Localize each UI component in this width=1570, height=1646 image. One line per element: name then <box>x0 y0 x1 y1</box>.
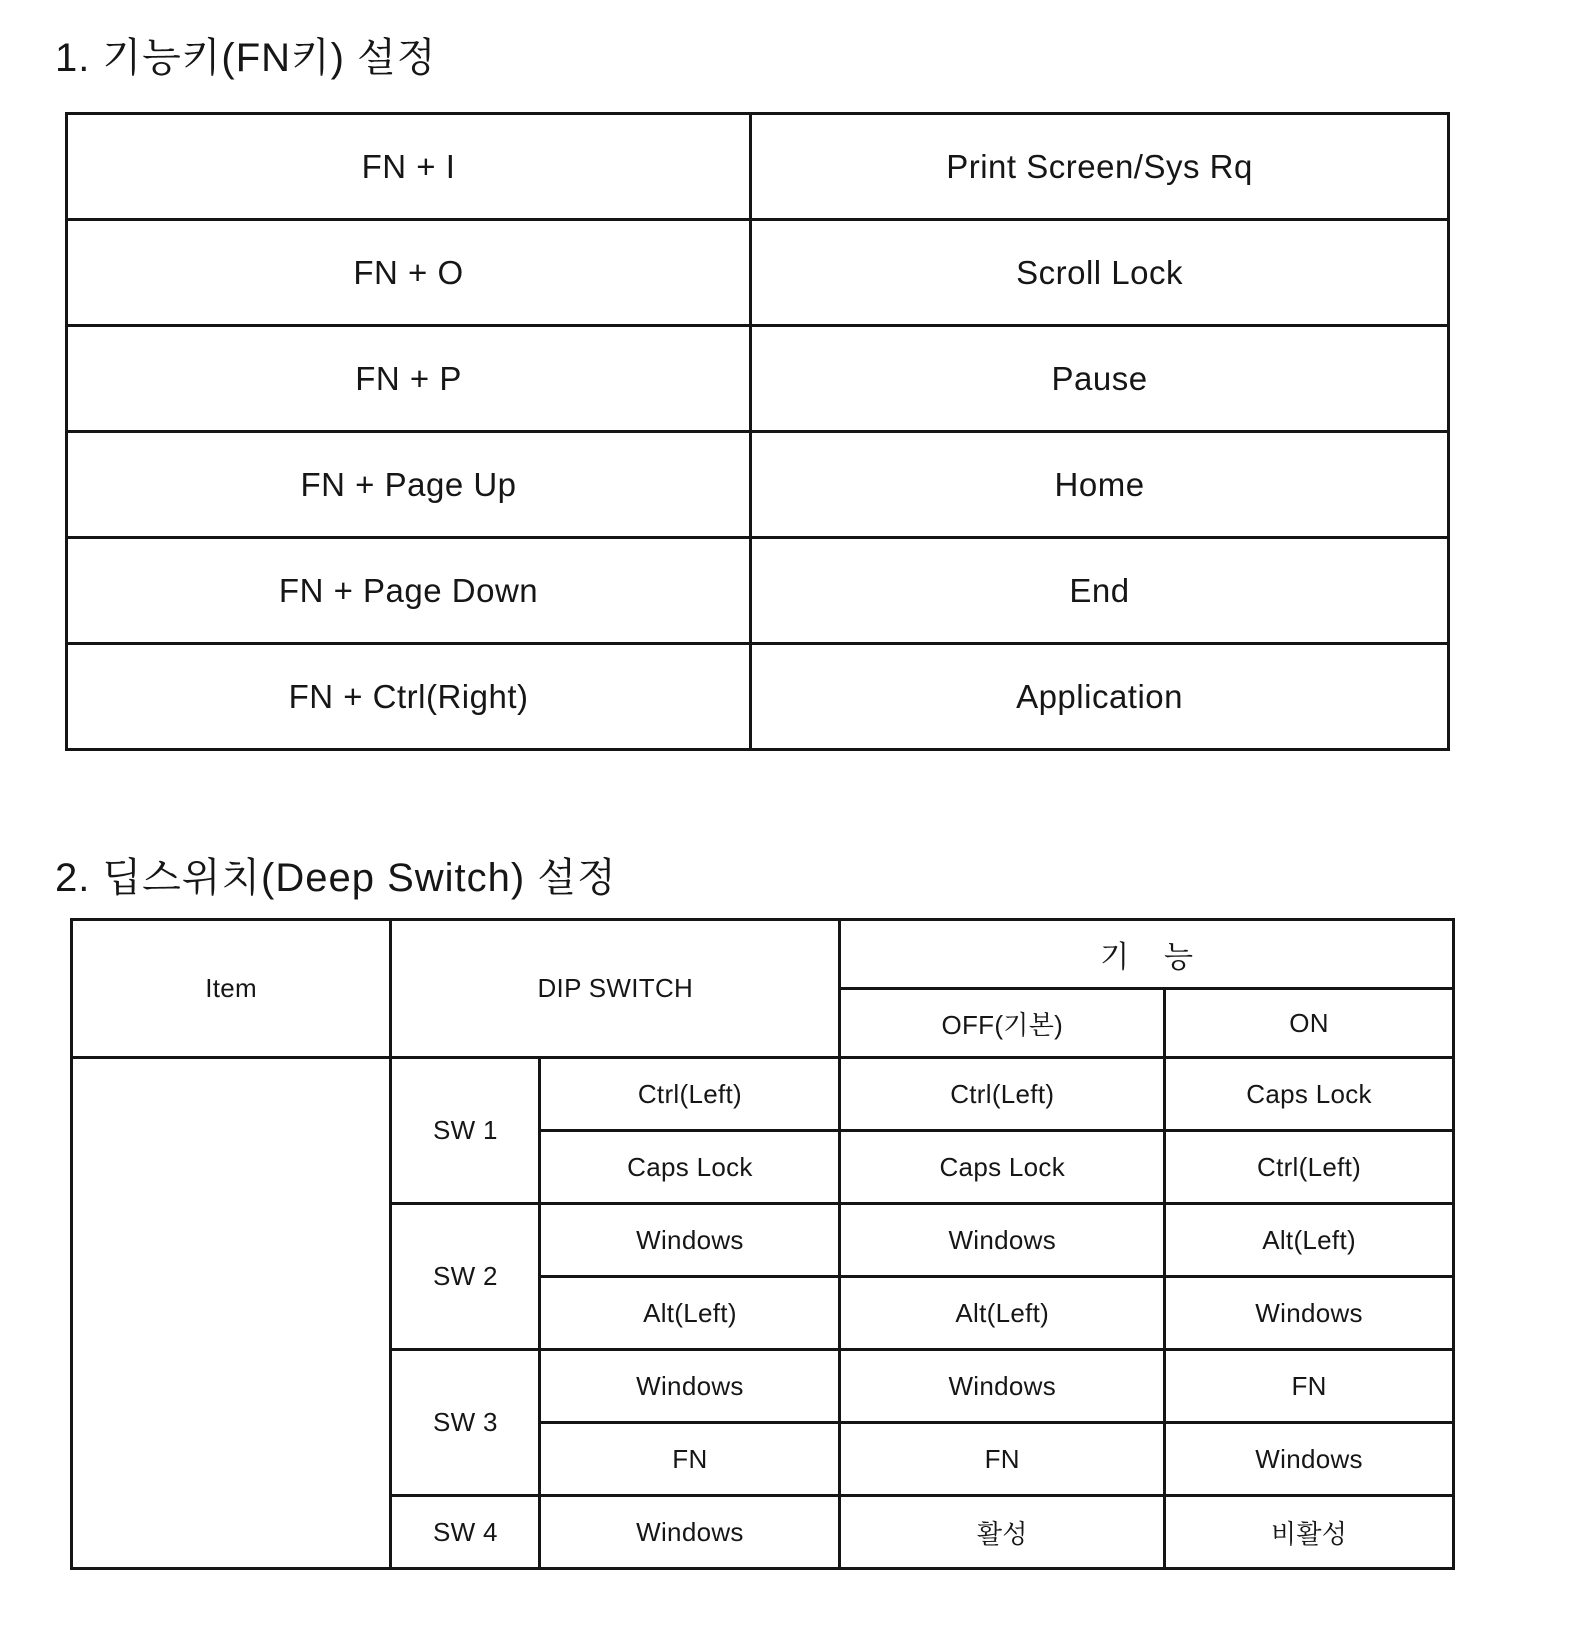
fn-key-cell: FN + Ctrl(Right) <box>67 644 751 750</box>
dip-key-cell: Caps Lock <box>540 1131 840 1204</box>
off-cell: Alt(Left) <box>840 1277 1165 1350</box>
off-cell: Ctrl(Left) <box>840 1058 1165 1131</box>
off-cell: Windows <box>840 1204 1165 1277</box>
on-cell: Windows <box>1165 1277 1454 1350</box>
sw-group-cell: SW 2 <box>391 1204 540 1350</box>
section2-title: 2. 딥스위치(Deep Switch) 설정 <box>55 856 617 900</box>
fn-key-cell: FN + Page Up <box>67 432 751 538</box>
fn-key-cell: FN + I <box>67 114 751 220</box>
header-item: Item <box>72 920 391 1058</box>
table-header-row <box>72 920 1454 989</box>
fn-function-cell: Application <box>751 644 1449 750</box>
fn-function-cell: Pause <box>751 326 1449 432</box>
sw-group-cell: SW 3 <box>391 1350 540 1496</box>
fn-key-cell: FN + Page Down <box>67 538 751 644</box>
on-cell: Caps Lock <box>1165 1058 1454 1131</box>
dip-key-cell: Windows <box>540 1204 840 1277</box>
dip-key-cell: FN <box>540 1423 840 1496</box>
header-dip-switch: DIP SWITCH <box>391 920 840 1058</box>
table-row <box>67 644 1449 750</box>
on-cell: Alt(Left) <box>1165 1204 1454 1277</box>
sw-group-cell: SW 1 <box>391 1058 540 1204</box>
on-cell: Windows <box>1165 1423 1454 1496</box>
dip-key-cell: Alt(Left) <box>540 1277 840 1350</box>
table-row <box>67 432 1449 538</box>
item-label-cell <box>72 1058 391 1569</box>
fn-key-cell: FN + O <box>67 220 751 326</box>
fn-key-cell: FN + P <box>67 326 751 432</box>
fn-function-cell: Scroll Lock <box>751 220 1449 326</box>
header-on: ON <box>1165 989 1454 1058</box>
section1-title: 1. 기능키(FN키) 설정 <box>55 36 437 80</box>
header-function: 기 능 <box>840 920 1454 989</box>
table-row <box>67 538 1449 644</box>
on-cell: 비활성 <box>1165 1496 1454 1569</box>
fn-function-cell: Print Screen/Sys Rq <box>751 114 1449 220</box>
dip-switch-table <box>70 918 1455 1570</box>
on-cell: Ctrl(Left) <box>1165 1131 1454 1204</box>
off-cell: Windows <box>840 1350 1165 1423</box>
fn-function-cell: Home <box>751 432 1449 538</box>
off-cell: Caps Lock <box>840 1131 1165 1204</box>
table-row <box>67 114 1449 220</box>
fn-function-cell: End <box>751 538 1449 644</box>
table-row <box>72 1058 1454 1131</box>
fn-key-table <box>65 112 1450 751</box>
table-row <box>67 220 1449 326</box>
on-cell: FN <box>1165 1350 1454 1423</box>
header-off: OFF(기본) <box>840 989 1165 1058</box>
sw-group-cell: SW 4 <box>391 1496 540 1569</box>
table-row <box>67 326 1449 432</box>
dip-key-cell: Ctrl(Left) <box>540 1058 840 1131</box>
off-cell: 활성 <box>840 1496 1165 1569</box>
dip-key-cell: Windows <box>540 1496 840 1569</box>
dip-key-cell: Windows <box>540 1350 840 1423</box>
off-cell: FN <box>840 1423 1165 1496</box>
